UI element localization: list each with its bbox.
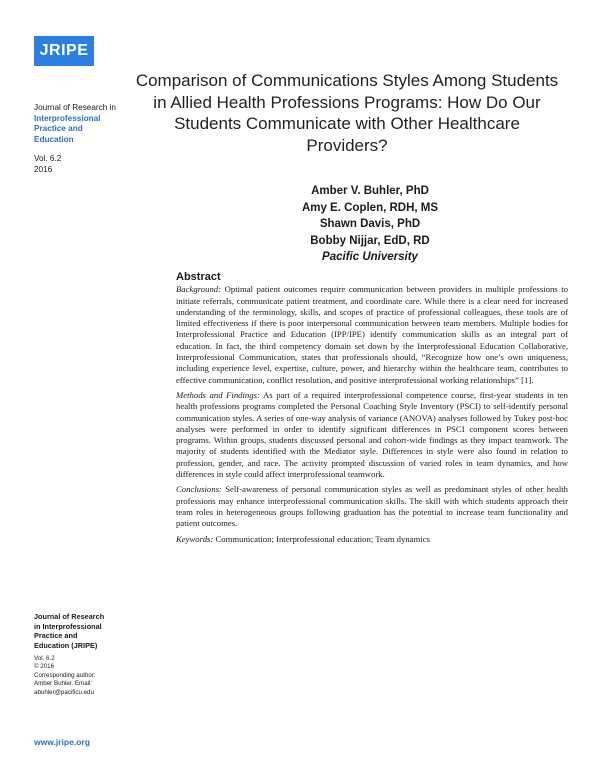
journal-name-line: Practice and: [34, 631, 78, 640]
section-text: Self-awareness of personal communication styles as well as predominant styles of other health professions may enhance interprofessional communication skills. The skill with which students approach their team roles in heterogeneous groups following graduation has the potential to increase team functionality and patient outcomes.: [176, 484, 568, 529]
section-text: As part of a required interprofessional competence course, first-year students in ten health professions programs completed the Personal Coaching Style Inventory (PSCI) to self-identify personal communication styles. A series of one-way analysis of variance (ANOVA) analyses followed by Tukey post-hoc analyses were performed in order to identify significant differences in PSCI component scores between programs. Within groups, students discussed personal and cohort-wide findings as they impact teamwork. The majority of students identified with the Mediator style. Differences in style were also found in relation to profession, gender, and race. The activity prompted discussion of varied roles in team dynamics, and how differences in style could affect interprofessional teamwork.: [176, 389, 569, 480]
author: Shawn Davis, PhD: [319, 218, 421, 230]
section-label: Keywords:: [176, 533, 214, 544]
abstract-conclusions: [176, 484, 568, 529]
abstract-methods: [176, 390, 568, 480]
journal-logo: JRIPE: [34, 36, 94, 66]
author: Bobby Nijjar, EdD, RD: [310, 234, 430, 247]
journal-name-line: Education (JRIPE): [34, 640, 98, 650]
journal-name-line: Journal of Research: [34, 612, 105, 621]
author-list: [170, 183, 570, 266]
section-label: Background:: [176, 284, 222, 295]
section-label: Methods and Findings:: [176, 389, 260, 400]
paper-title: Comparison of Communications Styles Among Students in Allied Health Professions Programs: How Do Our Students Communicate with Other Healthcare Providers?: [135, 71, 559, 155]
author: Amy E. Coplen, RDH, MS: [301, 201, 439, 214]
section-text: Optimal patient outcomes require communication between providers in multiple professions to initiate referrals, communicate patient treatment, and coordinate care. While there is a clear need for increased understanding of the terminology, skills, and scopes of practice of professional colleagues, these tools are of limited effectiveness if there is poor interpersonal communication between team members. Multiple bodies for Interprofessional Practice and Education (IPP/IPE) identify communication skills as an integral part of education. In fact, the third competency domain set down by the Interprofessional Education Collaborative, Interprofessional Communication, states that professionals should, “Recognize how one’s own uniqueness, including experience level, expertise, culture, power, and hierarchy within the healthcare team, contributes to effective communication, conflict resolution, and positive interprofessional working relationships” [1].: [176, 284, 568, 385]
abstract: [176, 272, 568, 549]
author: Amber V. Buhler, PhD: [311, 185, 429, 197]
corresponding-name: Amber Buhler. Email:: [34, 680, 93, 688]
affiliation: Pacific University: [322, 251, 418, 263]
journal-name-line: Practice and: [34, 124, 83, 133]
sidebar-journal-info: [34, 103, 126, 175]
corresponding-label: Corresponding author:: [34, 671, 96, 679]
abstract-keywords: [176, 534, 568, 545]
journal-name-line: in Interprofessional: [34, 621, 102, 631]
website-link[interactable]: www.jripe.org: [34, 737, 90, 747]
section-text: Communication; Interprofessional education; Team dynamics: [213, 533, 430, 544]
abstract-background: [176, 284, 568, 386]
volume: Vol. 6.2: [34, 154, 62, 163]
corresponding-email[interactable]: abuhler@pacificu.edu: [34, 688, 94, 696]
year: 2016: [34, 164, 53, 174]
abstract-heading: Abstract: [176, 271, 221, 283]
volume: Vol. 6.2: [34, 655, 55, 662]
section-label: Conclusions:: [176, 484, 222, 495]
journal-name-line: Education: [34, 134, 74, 144]
journal-name-line: Interprofessional: [34, 113, 101, 123]
citation-meta: [34, 655, 126, 697]
journal-name-line: Journal of Research in: [34, 103, 116, 112]
sidebar-citation-info: [34, 612, 126, 697]
copyright: © 2016: [34, 663, 55, 671]
